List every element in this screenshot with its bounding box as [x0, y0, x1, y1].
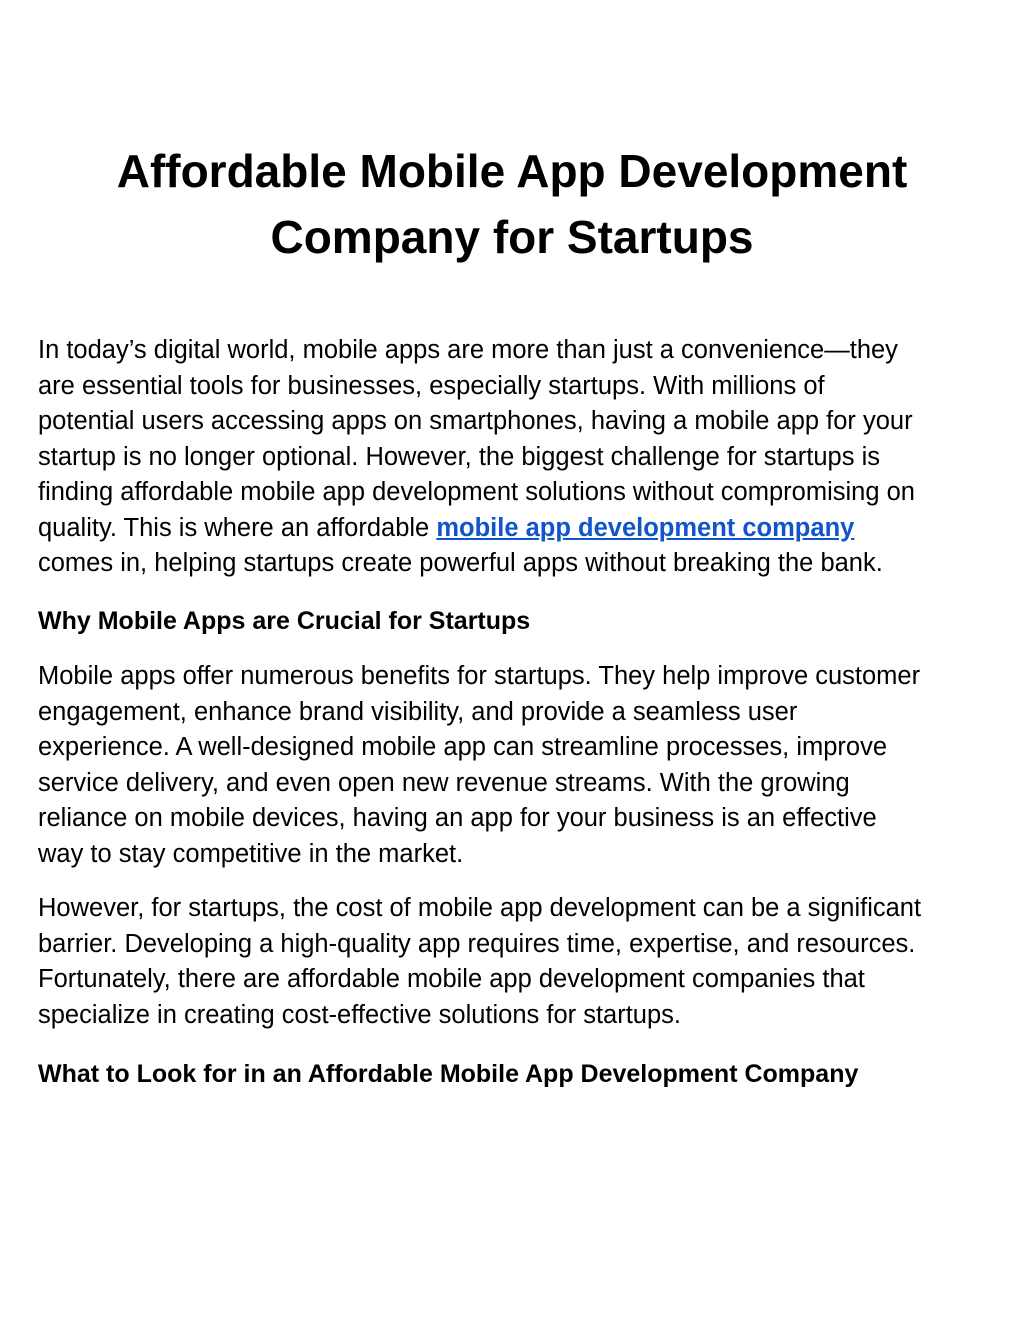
paragraph-line: barrier. Developing a high-quality app requires time, expertise, and resources.	[38, 929, 916, 958]
section-heading-what-to-look-for: What to Look for in an Affordable Mobile App Development Company	[38, 1060, 859, 1088]
paragraph-line: are essential tools for businesses, especially startups. With millions of	[38, 371, 825, 400]
paragraph-line: Mobile apps offer numerous benefits for startups. They help improve customer	[38, 662, 921, 690]
paragraph-line: In today’s digital world, mobile apps are more than just a convenience—they	[38, 336, 898, 364]
paragraph-line: service delivery, and even open new revenue streams. With the growing	[38, 768, 850, 797]
paragraph-line: potential users accessing apps on smartphones, having a mobile app for your	[38, 407, 913, 435]
paragraph-line: specialize in creating cost-effective solutions for startups.	[38, 1000, 682, 1029]
intro-paragraph	[38, 333, 988, 582]
link-prefix-text: quality. This is where an affordable	[38, 513, 437, 542]
paragraph-line: comes in, helping startups create powerful apps without breaking the bank.	[38, 549, 883, 577]
paragraph-line: However, for startups, the cost of mobile app development can be a significant	[38, 894, 922, 922]
paragraph-line: engagement, enhance brand visibility, and provide a seamless user	[38, 697, 798, 726]
paragraph-line: finding affordable mobile app development solutions without compromising on	[38, 478, 915, 506]
benefits-paragraph	[38, 659, 988, 872]
paragraph-line: Fortunately, there are affordable mobile app development companies that	[38, 965, 865, 993]
cost-barrier-paragraph	[38, 891, 988, 1033]
paragraph-line: startup is no longer optional. However, the biggest challenge for startups is	[38, 442, 880, 471]
paragraph-line: way to stay competitive in the market.	[38, 839, 464, 868]
section-heading-why-mobile-apps: Why Mobile Apps are Crucial for Startups	[38, 607, 531, 635]
paragraph-line-with-link	[38, 511, 988, 547]
title-line-2: Company for Startups	[270, 211, 754, 263]
paragraph-line: experience. A well-designed mobile app can streamline processes, improve	[38, 733, 888, 761]
mobile-app-development-company-link[interactable]: mobile app development company	[436, 513, 855, 542]
paragraph-line: reliance on mobile devices, having an app for your business is an effective	[38, 804, 877, 832]
page-title	[40, 138, 984, 270]
title-line-1: Affordable Mobile App Development	[116, 145, 908, 197]
